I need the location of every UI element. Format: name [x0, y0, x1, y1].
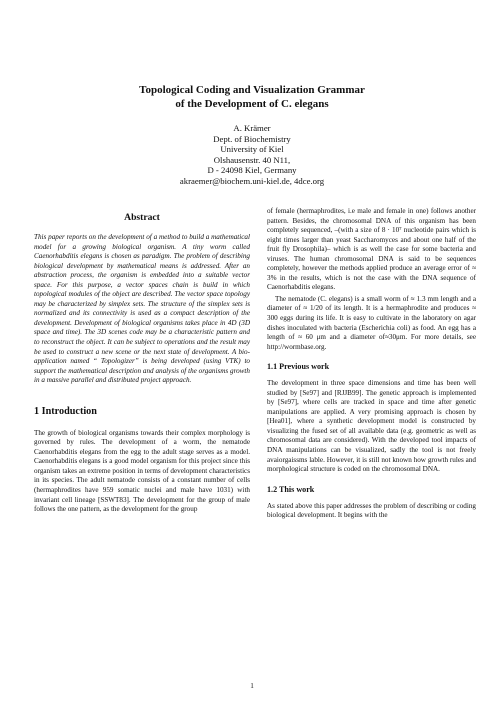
page-number: 1: [250, 682, 254, 690]
author-department: Dept. of Biochemistry: [213, 133, 291, 144]
paper-title: [0, 84, 504, 111]
section-heading-introduction: 1 Introduction: [34, 405, 97, 417]
abstract-heading: Abstract: [124, 212, 160, 223]
author-university: University of Kiel: [220, 144, 284, 155]
introduction-paragraph-3: The nematode (C. elegans) is a small worm of ≈ 1.3 mm length and a diameter of ≈ 1/20 of its length. It is a hermaphrodite and produces ≈ 300 eggs during its life. It is easy to cultivate in the laboratory on agar dishes inoculated with bacteria (Escherichia coli) as food. An egg has a length of ≈ 60 μm and a diameter of≈30μm. For more details, see http://wormbase.org.: [267, 294, 476, 351]
author-email: akraemer@biochem.uni-kiel.de, 4dce.org: [179, 175, 325, 186]
introduction-paragraph-1: The growth of biological organisms towards their complex morphology is governed by rules. The development of a worm, the nematode Caenorhabditis elegans from the egg to the adult stage serves as a model. Caenorhabditis elegans is a good model organism for this project since this organism takes an extreme position in terms of development characteristics in its species. The adult nematode consists of a constant number of cells (hermaphrodites have 959 somatic nuclei and male have 1031) with invariant cell lineage [SSWT83]. The development for the group of male follows the one pattern, as the development for the group: [34, 428, 250, 514]
right-column: [267, 207, 476, 521]
subsection-heading-this-work: 1.2 This work: [267, 484, 315, 494]
title-line-2: of the Development of C. elegans: [175, 97, 329, 110]
left-column: [34, 208, 250, 515]
author-city: D - 24098 Kiel, Germany: [207, 165, 297, 176]
author-block: [0, 123, 504, 187]
introduction-paragraph-2: of female (hermaphrodites, i.e male and female in one) follows another pattern. Besides, the chromosomal DNA of this organism has been completely sequenced, –(with a size of 8 · 10⁷ nucleotide pairs which is eight times larger than yeast Saccharomyces and about one half of the fruit fly Drosophila)– which is as well the case for some bacteria and viruses. The human chromosomal DNA is said to be sequences completely, however the methods applied produce an average error of ≈ 3% in the results, which is not the case with the DNA sequence of Caenorhabditis elegans.: [267, 207, 476, 292]
previous-work-paragraph: The development in three space dimensions and time has been well studied by [Se97] and [RJJB99]. The genetic approach is implemented by [Se97], where cells are tracked in space and time after genetic manipulations are applied. A very promising approach is chosen by [Hea01], where a synthetic development model is constructed by visualizing the fused set of all available data (e.g. geometric as well as chromosomal data are considered). With the developed tool impacts of DNA manipulations can be visualized, sadly the tool is not freely avaiorgaissms lable. However, it is still not known how growth rules and morphological structure is coded on the chromosomal DNA.: [267, 379, 476, 474]
author-street: Olshausenstr. 40 N11,: [213, 154, 291, 165]
title-line-1: Topological Coding and Visualization Grammar: [139, 84, 365, 96]
abstract-text: This paper reports on the development of a method to build a mathematical model for a growing biological organism. A tiny worm called Caenorhabditis elegans is chosen as paradigm. The problem of describing biological development by mathematical means is addressed. After an abstraction process, the organism is embedded into a suitable vector space. For this purpose, a vector spaces chain is build in which topological modules of the object are described. The vector space topology may be characterized by simplex sets. The structure of the simplex sets is normalized and its connectivity is used as a compact description of the development. Development of biological organisms takes place in 4D (3D space and time). The 3D scenes code may be a characteristic pattern and to reconstruct the object. It can be subject to operations and the result may be used to construct a new scene or the next state of development. A bio-application named “ Topologizer” is being developed (using VTK) to support the mathematical description and analysis of the organisms growth in a massive parallel and distributed project approach.: [34, 233, 250, 385]
subsection-heading-previous-work: 1.1 Previous work: [267, 362, 330, 372]
this-work-paragraph: As stated above this paper addresses the problem of describing or coding biological development. It begins with the: [267, 501, 476, 520]
author-name: A. Krämer: [233, 123, 271, 133]
